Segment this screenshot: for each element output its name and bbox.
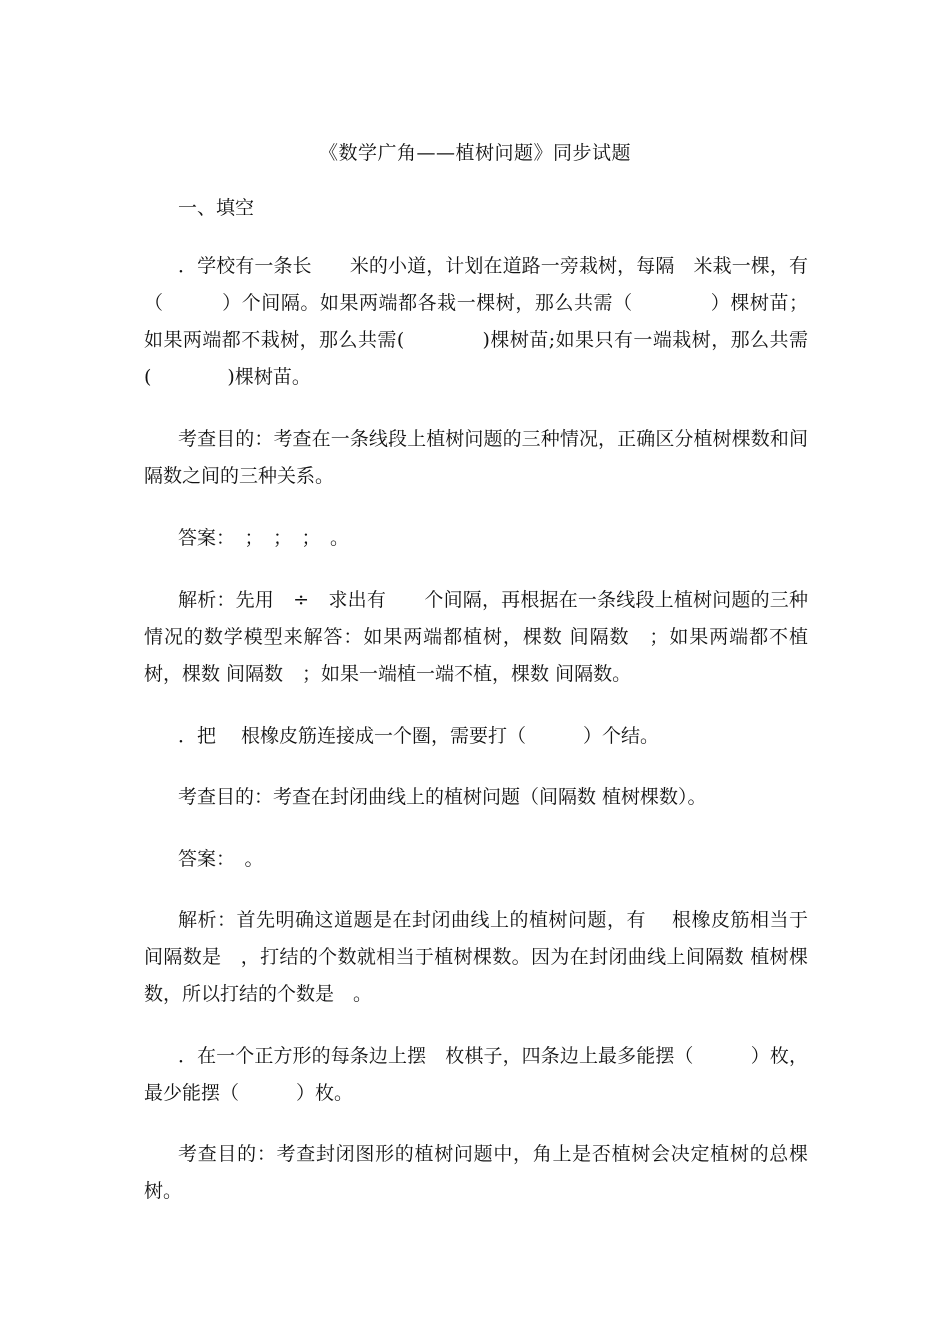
question-2-analysis [144, 902, 808, 1013]
question-1-text: ．学校有一条长 米的小道，计划在道路一旁栽树，每隔 米栽一棵，有（ ）个间隔。如果两端都各栽一棵树，那么共需（ ）棵树苗；如果两端都不栽树，那么共需( )棵树苗;如果只有一端栽树，那么共需( )棵树苗。 [144, 255, 808, 388]
question-2-text: ．把 根橡皮筋连接成一个圈，需要打（ ）个结。 [178, 725, 660, 747]
question-2-answer [144, 841, 808, 878]
question-3-purpose-text: 考查目的：考查封闭图形的植树问题中，角上是否植树会决定植树的总棵树。 [144, 1143, 808, 1202]
question-2-answer-text: 答案： 。 [178, 848, 264, 870]
question-3 [144, 1038, 808, 1112]
section-heading: 一、填空 [178, 197, 255, 219]
question-1-answer-text: 答案： ； ； ； 。 [178, 527, 350, 549]
question-2 [144, 718, 808, 755]
question-3-text: ．在一个正方形的每条边上摆 枚棋子，四条边上最多能摆（ ）枚，最少能摆（ ）枚。 [144, 1045, 808, 1104]
question-1-analysis-text: 解析：先用 ÷ 求出有 个间隔，再根据在一条线段上植树问题的三种情况的数学模型来解答：如果两端都植树，棵数 间隔数 ；如果两端都不植树，棵数 间隔数 ；如果一端植一端不植，棵数 间隔数。 [144, 589, 808, 685]
document-title: 《数学广角——植树问题》同步试题 [318, 142, 631, 164]
question-3-purpose [144, 1136, 808, 1210]
question-2-purpose [144, 779, 808, 816]
question-1-purpose-text: 考查目的：考查在一条线段上植树问题的三种情况，正确区分植树棵数和间隔数之间的三种关系。 [144, 428, 808, 487]
question-2-analysis-text: 解析：首先明确这道题是在封闭曲线上的植树问题，有 根橡皮筋相当于间隔数是 ，打结的个数就相当于植树棵数。因为在封闭曲线上间隔数 植树棵数，所以打结的个数是 。 [144, 909, 808, 1005]
question-1-answer [144, 520, 808, 557]
question-1-purpose [144, 421, 808, 495]
question-1 [144, 248, 808, 396]
question-1-analysis [144, 582, 808, 693]
question-2-purpose-text: 考查目的：考查在封闭曲线上的植树问题（间隔数 植树棵数）。 [178, 786, 707, 808]
